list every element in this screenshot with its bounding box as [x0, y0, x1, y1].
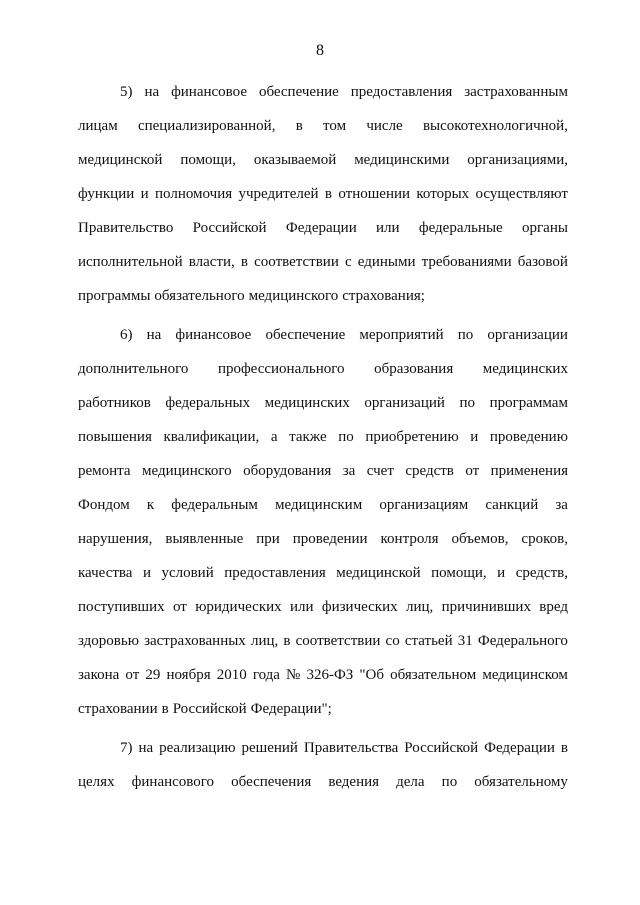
word: "Об — [359, 667, 385, 683]
word: едиными — [357, 254, 416, 270]
word: финансовое — [171, 84, 247, 100]
word: контроля — [380, 531, 439, 547]
word: проведении — [292, 531, 368, 547]
word: от — [125, 667, 140, 683]
word: Федерального — [477, 633, 568, 649]
word: объемов, — [451, 531, 509, 547]
word: сроков, — [521, 531, 568, 547]
word: оказываемой — [253, 152, 337, 168]
word: застрахованным — [464, 84, 568, 100]
word: соответствии — [254, 254, 339, 270]
page-number: 8 — [316, 42, 324, 59]
word: средств — [405, 463, 454, 479]
word: и — [470, 429, 479, 445]
word: лиц, — [250, 633, 279, 649]
word: образования — [374, 361, 454, 377]
text-line — [78, 561, 568, 595]
text-line — [78, 493, 568, 527]
word: помощи, — [180, 152, 236, 168]
word: реализацию — [159, 740, 236, 756]
word: квалификации, — [163, 429, 260, 445]
word: обеспечение — [265, 327, 346, 343]
word: организациями, — [467, 152, 568, 168]
word: средств, — [515, 565, 568, 581]
word: от — [465, 463, 480, 479]
text-line — [78, 323, 568, 357]
word: выявленные — [165, 531, 244, 547]
word: базовой — [517, 254, 568, 270]
text-line — [78, 216, 568, 250]
word: повышения — [78, 429, 152, 445]
word: или — [376, 220, 400, 236]
text-line — [78, 595, 568, 629]
word: программы — [78, 288, 151, 304]
word: организации — [487, 327, 568, 343]
word: страхования; — [342, 288, 425, 304]
word: санкций — [485, 497, 539, 513]
word: от — [172, 599, 187, 615]
word: ноября — [166, 667, 211, 683]
word: целях — [78, 774, 115, 790]
word: на — [146, 327, 162, 343]
word: лиц, — [405, 599, 434, 615]
word: медицинского — [142, 463, 232, 479]
word: власти, — [188, 254, 235, 270]
word: 326-ФЗ — [306, 667, 354, 683]
word: федеральные — [418, 220, 503, 236]
word: качества — [78, 565, 133, 581]
word: 5) — [120, 84, 133, 100]
word: при — [256, 531, 280, 547]
word: числе — [366, 118, 403, 134]
word: оборудования — [243, 463, 332, 479]
word: Российской — [192, 220, 267, 236]
word: требованиями — [421, 254, 512, 270]
word: в — [240, 254, 248, 270]
word: за — [555, 497, 568, 513]
paragraph-item-7 — [78, 736, 568, 804]
word: обеспечения — [231, 774, 312, 790]
text-line — [78, 425, 568, 459]
word: по — [441, 774, 458, 790]
text-line — [78, 391, 568, 425]
word: на — [138, 740, 154, 756]
document-body — [78, 80, 568, 804]
word: федеральным — [171, 497, 258, 513]
word: осуществляют — [475, 186, 568, 202]
word: № — [286, 667, 301, 683]
word: застрахованных — [144, 633, 246, 649]
word: Российской — [404, 740, 479, 756]
text-line — [78, 357, 568, 391]
word: медицинских — [482, 361, 568, 377]
text-line — [78, 663, 568, 697]
word: и — [497, 565, 506, 581]
word: года — [252, 667, 280, 683]
word: проведению — [489, 429, 568, 445]
word: условий — [161, 565, 214, 581]
word: финансового — [131, 774, 215, 790]
word: здоровью — [78, 633, 139, 649]
word: за — [342, 463, 356, 479]
word: лицам — [78, 118, 118, 134]
text-line — [78, 80, 568, 114]
word: решений — [241, 740, 298, 756]
word: медицинской — [336, 565, 421, 581]
word: органы — [522, 220, 568, 236]
word: федеральных — [165, 395, 251, 411]
word: и — [142, 565, 151, 581]
word: по — [338, 429, 354, 445]
word: Фондом — [78, 497, 130, 513]
word: приобретению — [365, 429, 459, 445]
word: 6) — [120, 327, 133, 343]
word: в — [161, 701, 169, 717]
word: отношении — [338, 186, 411, 202]
word: специализированной, — [137, 118, 276, 134]
word: нарушения, — [78, 531, 153, 547]
word: дела — [396, 774, 425, 790]
word: работников — [78, 395, 151, 411]
word: страховании — [78, 701, 158, 717]
text-line — [78, 770, 568, 804]
word: 31 — [457, 633, 473, 649]
word: обязательного — [154, 288, 245, 304]
word: высокотехнологичной, — [422, 118, 568, 134]
word: организациям — [379, 497, 469, 513]
word: медицинском — [482, 667, 568, 683]
text-line — [78, 114, 568, 148]
word: мероприятий — [359, 327, 444, 343]
word: в — [324, 186, 332, 202]
word: или — [289, 599, 314, 615]
word: профессионального — [217, 361, 345, 377]
word: закона — [78, 667, 120, 683]
word: в — [295, 118, 303, 134]
word: медицинской — [78, 152, 163, 168]
word: ремонта — [78, 463, 131, 479]
text-line — [78, 629, 568, 663]
word: программам — [489, 395, 568, 411]
word: медицинских — [264, 395, 350, 411]
text-line — [78, 527, 568, 561]
word: предоставления — [350, 84, 453, 100]
word: медицинского — [248, 288, 339, 304]
word: учредителей — [238, 186, 319, 202]
word: помощи, — [431, 565, 487, 581]
text-line — [78, 182, 568, 216]
word: с — [344, 254, 352, 270]
word: соответствии — [295, 633, 381, 649]
word: а — [270, 429, 278, 445]
word: вред — [539, 599, 568, 615]
word: дополнительного — [78, 361, 189, 377]
word: к — [146, 497, 155, 513]
word: функции — [78, 186, 135, 202]
word: организаций — [364, 395, 445, 411]
word: Федерации — [285, 220, 357, 236]
word: Правительство — [78, 220, 174, 236]
text-line — [78, 697, 568, 731]
word: 29 — [145, 667, 161, 683]
word: ведения — [328, 774, 380, 790]
word: Правительства — [303, 740, 399, 756]
text-line — [78, 284, 568, 318]
word: полномочия — [155, 186, 233, 202]
word: поступивших — [78, 599, 165, 615]
word: причинивших — [441, 599, 531, 615]
word: со — [385, 633, 400, 649]
word: также — [289, 429, 327, 445]
word: Федерации — [484, 740, 555, 756]
word: исполнительной — [78, 254, 183, 270]
word: обеспечение — [258, 84, 339, 100]
word: и — [140, 186, 149, 202]
word: 7) — [120, 740, 133, 756]
paragraph-item-5 — [78, 80, 568, 318]
word: обязательном — [390, 667, 477, 683]
word: счет — [366, 463, 394, 479]
word: на — [144, 84, 160, 100]
word: которых — [416, 186, 470, 202]
word: статьей — [404, 633, 453, 649]
word: том — [323, 118, 347, 134]
word: в — [560, 740, 568, 756]
word: обязательному — [474, 774, 568, 790]
word: юридических — [195, 599, 282, 615]
text-line — [78, 459, 568, 493]
word: Федерации"; — [250, 701, 332, 717]
word: Российской — [172, 701, 247, 717]
word: по — [459, 395, 475, 411]
text-line — [78, 250, 568, 284]
text-line — [78, 148, 568, 182]
word: в — [283, 633, 291, 649]
text-line — [78, 736, 568, 770]
word: применения — [490, 463, 568, 479]
paragraph-item-6 — [78, 323, 568, 731]
word: по — [457, 327, 474, 343]
word: физических — [321, 599, 398, 615]
word: медицинскими — [354, 152, 450, 168]
word: предоставления — [224, 565, 326, 581]
word: 2010 — [216, 667, 247, 683]
word: финансовое — [175, 327, 252, 343]
word: медицинским — [275, 497, 363, 513]
